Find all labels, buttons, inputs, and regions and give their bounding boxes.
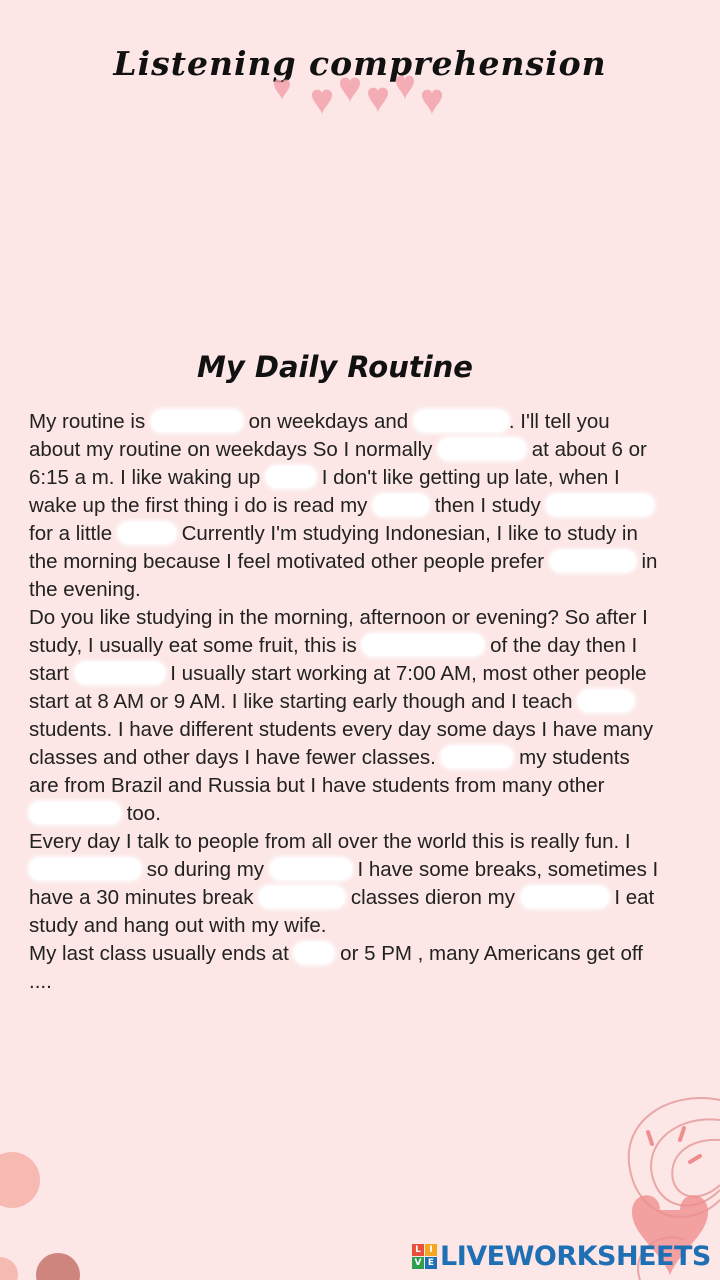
paragraph-text: I usually start working at 7:00 AM, most other people start at 8 AM or 9 AM. I like starting early though and I teach [29, 662, 647, 713]
paragraph-text: I have some breaks, sometimes I have a 30 minutes break [29, 858, 659, 909]
answer-blank-input[interactable] [438, 438, 526, 460]
logo-badge-icon [412, 1244, 437, 1269]
paragraph-text: Currently I'm studying Indonesian, I like to study in the morning because I feel motivated other people prefer [29, 522, 638, 573]
answer-blank-input[interactable] [550, 550, 636, 572]
heart-icon [340, 78, 360, 103]
article-body [29, 408, 659, 996]
logo-badge-letter: L [412, 1244, 424, 1256]
paragraph-text: on weekdays and [242, 410, 414, 433]
answer-blank-input[interactable] [441, 746, 513, 768]
paragraph-text: . I'll tell you about my routine on weekdays So I normally [29, 410, 610, 461]
paragraph-text: classes dieron my [345, 886, 521, 909]
circles-decoration [0, 1150, 90, 1280]
answer-blank-input[interactable] [151, 410, 243, 432]
answer-blank-input[interactable] [270, 858, 352, 880]
answer-blank-input[interactable] [29, 802, 121, 824]
paragraph [29, 408, 659, 604]
answer-blank-input[interactable] [75, 662, 165, 684]
paragraph [29, 828, 659, 940]
paragraph-text: for a little [29, 522, 118, 545]
answer-blank-input[interactable] [546, 494, 654, 516]
paragraph-text: then I study [429, 494, 547, 517]
paragraph [29, 604, 659, 828]
answer-blank-input[interactable] [362, 634, 484, 656]
answer-blank-input[interactable] [578, 690, 634, 712]
page-title: Listening comprehension [113, 44, 607, 83]
logo-badge-letter: E [425, 1257, 437, 1269]
paragraph-text: My routine is [29, 410, 151, 433]
logo-badge-letter: I [425, 1244, 437, 1256]
paragraph-text: students. I have different students every day some days I have many classes and other days I have fewer classes. [29, 718, 654, 769]
paragraph-text: Every day I talk to people from all over the world this is really fun. I [29, 830, 631, 853]
article-title: My Daily Routine [197, 350, 473, 384]
paragraph-text: so during my [141, 858, 270, 881]
paragraph [29, 940, 659, 996]
heart-icon [312, 90, 332, 115]
paragraph-text: of the day then I start [29, 634, 638, 685]
answer-blank-input[interactable] [29, 858, 141, 880]
paragraph-text: my students are from Brazil and Russia but I have students from many other [29, 746, 630, 797]
answer-blank-input[interactable] [373, 494, 429, 516]
paragraph-text: My last class usually ends at [29, 942, 295, 965]
heart-icon [422, 90, 442, 115]
liveworksheets-logo [412, 1238, 711, 1274]
logo-badge-letter: V [412, 1257, 424, 1269]
paragraph-text: or 5 PM , many Americans get off .... [29, 942, 643, 993]
answer-blank-input[interactable] [266, 466, 316, 488]
hearts-decoration-top [270, 70, 450, 125]
paragraph-text: Do you like studying in the morning, afternoon or evening? So after I study, I usually eat some fruit, this is [29, 606, 648, 657]
answer-blank-input[interactable] [414, 410, 509, 432]
answer-blank-input[interactable] [294, 942, 334, 964]
answer-blank-input[interactable] [259, 886, 345, 908]
heart-icon [396, 76, 414, 100]
paragraph-text: too. [121, 802, 161, 825]
paragraph-text: I eat study and hang out with my wife. [29, 886, 655, 937]
paragraph-text: I don't like getting up late, when I wake up the first thing i do is read my [29, 466, 620, 517]
logo-text: LIVEWORKSHEETS [440, 1240, 711, 1272]
paragraph-text: in the evening. [29, 550, 658, 601]
heart-icon [274, 80, 290, 101]
answer-blank-input[interactable] [118, 522, 176, 544]
heart-icon [368, 88, 388, 113]
paragraph-text: at about 6 or 6:15 a m. I like waking up [29, 438, 647, 489]
answer-blank-input[interactable] [521, 886, 609, 908]
